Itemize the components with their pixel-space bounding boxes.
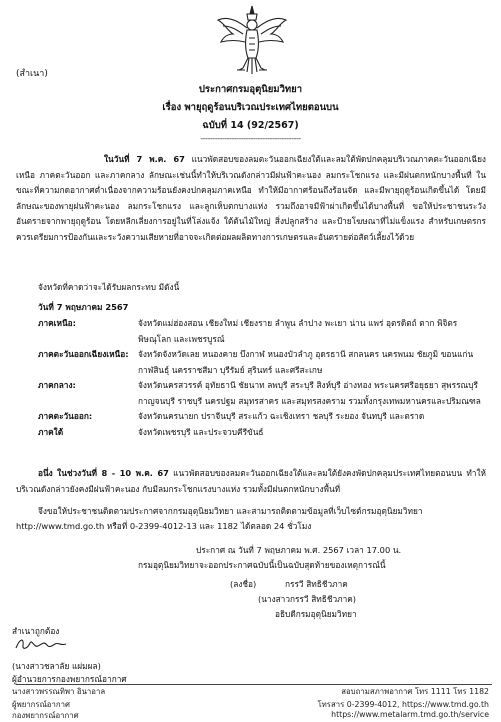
full-name: (นางสาวกรรวี สิทธิชีวภาค) — [258, 594, 357, 604]
certify-name: (นางสาวชลาลัย แผ่มผล) — [12, 661, 101, 671]
region-text: จังหวัดเพชรบุรี และประจวบคีรีขันธ์ — [138, 426, 264, 437]
copy-mark: (สำเนา) — [16, 69, 48, 79]
separator-dashes: ------------------------------------------ — [200, 134, 301, 143]
certify-role: ผู้อำนวยการกองพยากรณ์อากาศ — [12, 674, 127, 684]
forecast-lead: อนึ่ง ในช่วงวันที่ 8 - 10 พ.ค. 67 — [38, 468, 169, 478]
region-text: จังหวัดแม่ฮ่องสอน เชียงใหม่ เชียงราย ลำพูน ลำปาง พะเยา น่าน แพร่ อุตรดิตถ์ ตาก พิจิตร พิษณุโลก และเพชรบูรณ์ — [138, 318, 458, 344]
region-label: ภาคเหนือ: — [38, 318, 76, 328]
signed-mark: (ลงชื่อ) — [230, 579, 257, 589]
footer-right-line-3[interactable]: https://www.metalarm.tmd.go.th/service — [331, 710, 489, 719]
footer-left-line-3: กองพยากรณ์อากาศ — [12, 711, 79, 720]
intro-text: แนวพัดสอบของลมตะวันออกเฉียงใต้และลมใต้พัดปกคลุมบริเวณภาคตะวันออกเฉียงเหนือ ภาคตะวันออก และภาคกลาง ลักษณะเช่นนี้ทำให้บริเวณดังกล่าวมีฝนฟ้าคะนอง ลมกระโชกแรง และมีฝนตกหนักบางพื้นที่ ในขณะที่ความกดอากาศต่ำเนื่องจากความร้อนยังคงปกคลุมภาคเหนือ ทำให้มีอากาศร้อนถึงร้อนจัด และมีพายุฤดูร้อนเกิดขึ้นได้ โดยมีลักษณะของพายุฝนฟ้าคะนอง ลมกระโชกแรง และลูกเห็บตกบางแห่ง รวมถึงอาจมีฟ้าผ่าเกิดขึ้นได้บางพื้นที่ ขอให้ประชาชนระวังอันตรายจากพายุฤดูร้อน โดยหลีกเลี่ยงการอยู่ในที่โล่งแจ้ง ใต้ต้นไม้ใหญ่ สิ่งปลูกสร้าง และป้ายโฆษณาที่ไม่แข็งแรง สำหรับเกษตรกรควรเตรียมการป้องกันและระวังความเสียหายที่อาจจะเกิดต่อผลผลิตทางการเกษตรและอันตรายต่อสัตว์เลี้ยงไว้ด้วย — [16, 154, 486, 242]
region-label: ภาคตะวันออก: — [38, 411, 93, 421]
contact-line-2: http://www.tmd.go.th หรือที่ 0-2399-4012-13 และ 1182 ได้ตลอด 24 ชั่วโมง — [16, 521, 312, 531]
forecast-text: แนวพัดสอบของลมตะวันออกเฉียงใต้และลมใต้ยังคงพัดปกคลุมประเทศไทยตอนบน ทำให้บริเวณดังกล่าวยังคงมีฝนฟ้าคะนอง กับมีลมกระโชกแรงบางแห่ง รวมทั้งมีฝนตกหนักบางพื้นที่ — [16, 468, 486, 494]
footer-divider — [16, 684, 492, 685]
region-list — [38, 316, 488, 440]
contact-line-1: จึงขอให้ประชาชนติดตามประกาศจากกรมอุตุนิยมวิทยา และสามารถติดตามข้อมูลที่เว็บไซต์กรมอุตุนิยมวิทยา — [38, 506, 423, 516]
region-label: ภาคใต้ — [38, 426, 64, 437]
region-text: จังหวัดนครนายก ปราจีนบุรี สระแก้ว ฉะเชิงเทรา ชลบุรี ระยอง จันทบุรี และตราด — [138, 411, 425, 421]
region-row-northeast — [38, 347, 488, 378]
region-label: ภาคกลาง: — [38, 380, 76, 390]
footer-left-line-1: นางสาวพรรณทิพา อินาอาล — [12, 687, 106, 696]
footer-left-line-2: ผู้พยากรณ์อากาศ — [12, 700, 70, 709]
region-row-central — [38, 378, 488, 409]
intro-paragraph — [16, 152, 486, 245]
certify-label: สำเนาถูกต้อง — [12, 626, 60, 636]
date-heading: วันที่ 7 พฤษภาคม 2567 — [38, 302, 129, 312]
announcement-title: ประกาศกรมอุตุนิยมวิทยา — [198, 84, 303, 95]
announcement-issue: ฉบับที่ 14 (92/2567) — [202, 120, 299, 131]
garuda-emblem-icon — [215, 4, 289, 76]
affected-intro: จังหวัดที่คาดว่าจะได้รับผลกระทบ มีดังนี้ — [38, 282, 180, 292]
region-row-north — [38, 316, 488, 347]
footer-right-line-1: สอบถามสภาพอากาศ โทร 1111 โทร 1182 — [341, 687, 489, 696]
position-title: อธิบดีกรมอุตุนิยมวิทยา — [275, 609, 357, 619]
region-text: จังหวัดนครสวรรค์ อุทัยธานี ชัยนาท ลพบุรี สระบุรี สิงห์บุรี อ่างทอง พระนครศรีอยุธยา สุพรรณบุรี กาญจนบุรี ราชบุรี นครปฐม สมุทรสาคร และสมุทรสงคราม รวมทั้งกรุงเทพมหานครและปริมณฑล — [138, 380, 481, 406]
intro-lead: ในวันที่ 7 พ.ค. 67 — [104, 154, 185, 164]
forecast-paragraph — [16, 466, 486, 497]
region-label: ภาคตะวันออกเฉียงเหนือ: — [38, 349, 129, 359]
next-issue-note: กรมอุตุนิยมวิทยาจะออกประกาศฉบับนี้เป็นฉบับสุดท้ายของเหตุการณ์นี้ — [138, 560, 386, 570]
issued-line: ประกาศ ณ วันที่ 7 พฤษภาคม พ.ศ. 2567 เวลา 17.00 น. — [196, 545, 402, 555]
announcement-subject: เรื่อง พายุฤดูร้อนบริเวณประเทศไทยตอนบน — [162, 102, 339, 113]
signed-name: กรรวี สิทธิชีวภาค — [285, 579, 348, 589]
footer-right-line-2: โทรสาร 0-2399-4012, https://www.tmd.go.th — [317, 700, 489, 709]
region-row-south — [38, 425, 488, 441]
region-row-east — [38, 409, 488, 425]
handwritten-signature — [14, 636, 70, 654]
region-text: จังหวัดจังหวัดเลย หนองคาย บึงกาฬ หนองบัวลำภู อุดรธานี สกลนคร นครพนม ชัยภูมิ ขอนแก่น กาฬสินธุ์ นครราชสีมา บุรีรัมย์ สุรินทร์ และศรีสะเกษ — [138, 349, 474, 375]
